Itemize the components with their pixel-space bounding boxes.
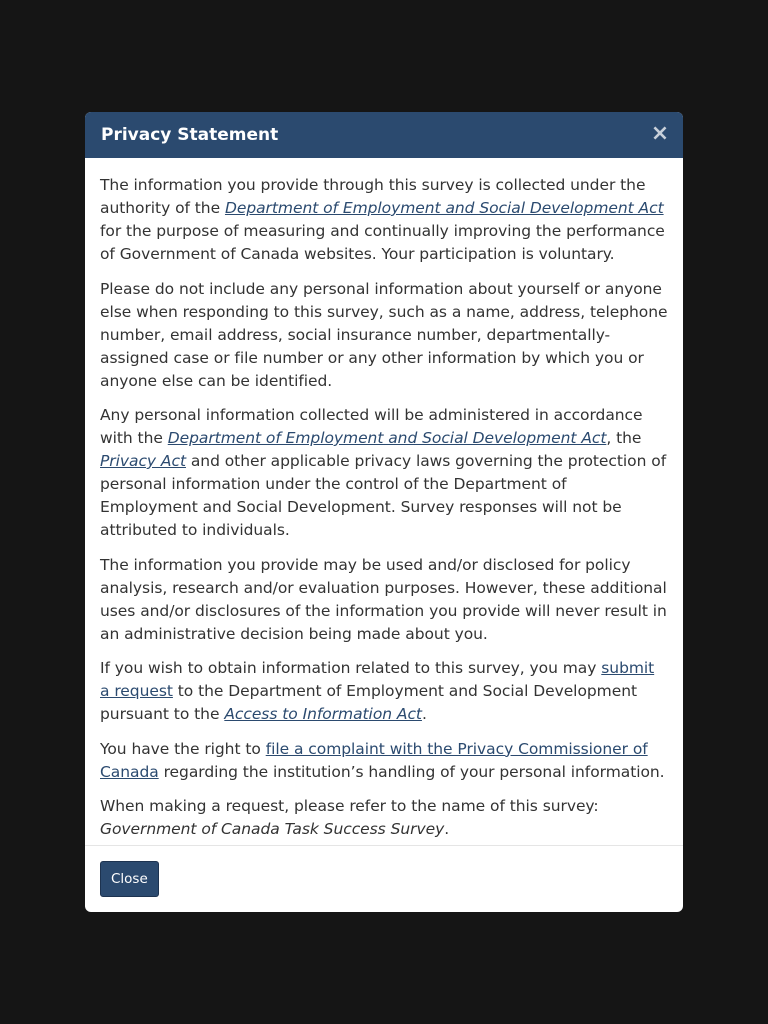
privacy-statement-dialog (85, 112, 683, 912)
paragraph-text: If you wish to obtain information related to this survey, you may (100, 659, 602, 677)
paragraph-usage (100, 554, 668, 646)
paragraph-text: Any personal information collected will be administered in accordance with the (100, 406, 643, 447)
paragraph-text: Please do not include any personal information about yourself or anyone else when responding to this survey, such as a name, address, telephone number, email address, social insurance number, departmentally-assigned case or file number or any other information by which you or anyone else can be identified. (100, 279, 668, 390)
paragraph-administration (100, 404, 668, 542)
privacy-act-link[interactable]: Privacy Act (100, 452, 186, 470)
paragraph-text: , the (606, 429, 642, 447)
paragraph-text: The information you provide through this survey is collected under the authority of the (100, 176, 646, 217)
dialog-header (85, 112, 683, 158)
submit-request-link[interactable]: submit a request (100, 659, 655, 700)
paragraph-text: and other applicable privacy laws governing the protection of personal information under the control of the Department of Employment and Social Development. Survey responses will not be attributed to individuals. (100, 452, 667, 539)
paragraph-survey-name (100, 795, 668, 841)
paragraph-text: When making a request, please refer to the name of this survey: (100, 797, 599, 815)
paragraph-no-personal-info (100, 278, 668, 393)
esdc-act-link[interactable]: Department of Employment and Social Development Act (224, 199, 664, 217)
paragraph-text: The information you provide may be used and/or disclosed for policy analysis, research and/or evaluation purposes. However, these additional uses and/or disclosures of the information you provide will never result in an administrative decision being made about you. (100, 555, 667, 643)
paragraph-text: regarding the institution’s handling of your personal information. (158, 762, 665, 781)
access-to-information-act-link[interactable]: Access to Information Act (224, 705, 422, 723)
paragraph-text: You have the right to (100, 739, 266, 758)
privacy-commissioner-complaint-link[interactable]: file a complaint with the Privacy Commissioner of Canada (100, 739, 648, 781)
paragraph-text: to the Department of Employment and Social Development pursuant to the (100, 682, 637, 723)
dialog-footer (85, 845, 683, 912)
paragraph-text: . (444, 820, 450, 838)
close-icon[interactable]: × (650, 121, 670, 146)
paragraph-authority (100, 174, 668, 266)
survey-name: Government of Canada Task Success Survey (100, 820, 445, 838)
paragraph-text: for the purpose of measuring and continually improving the performance of Government of Canada websites. Your participation is voluntary. (100, 222, 665, 263)
paragraph-complaint (100, 738, 668, 784)
dialog-title: Privacy Statement (101, 125, 279, 145)
paragraph-request-info (100, 657, 668, 726)
close-button[interactable]: Close (100, 861, 159, 897)
esdc-act-link[interactable]: Department of Employment and Social Development Act (167, 429, 607, 447)
paragraph-text: . (421, 705, 427, 723)
dialog-body (85, 158, 683, 841)
